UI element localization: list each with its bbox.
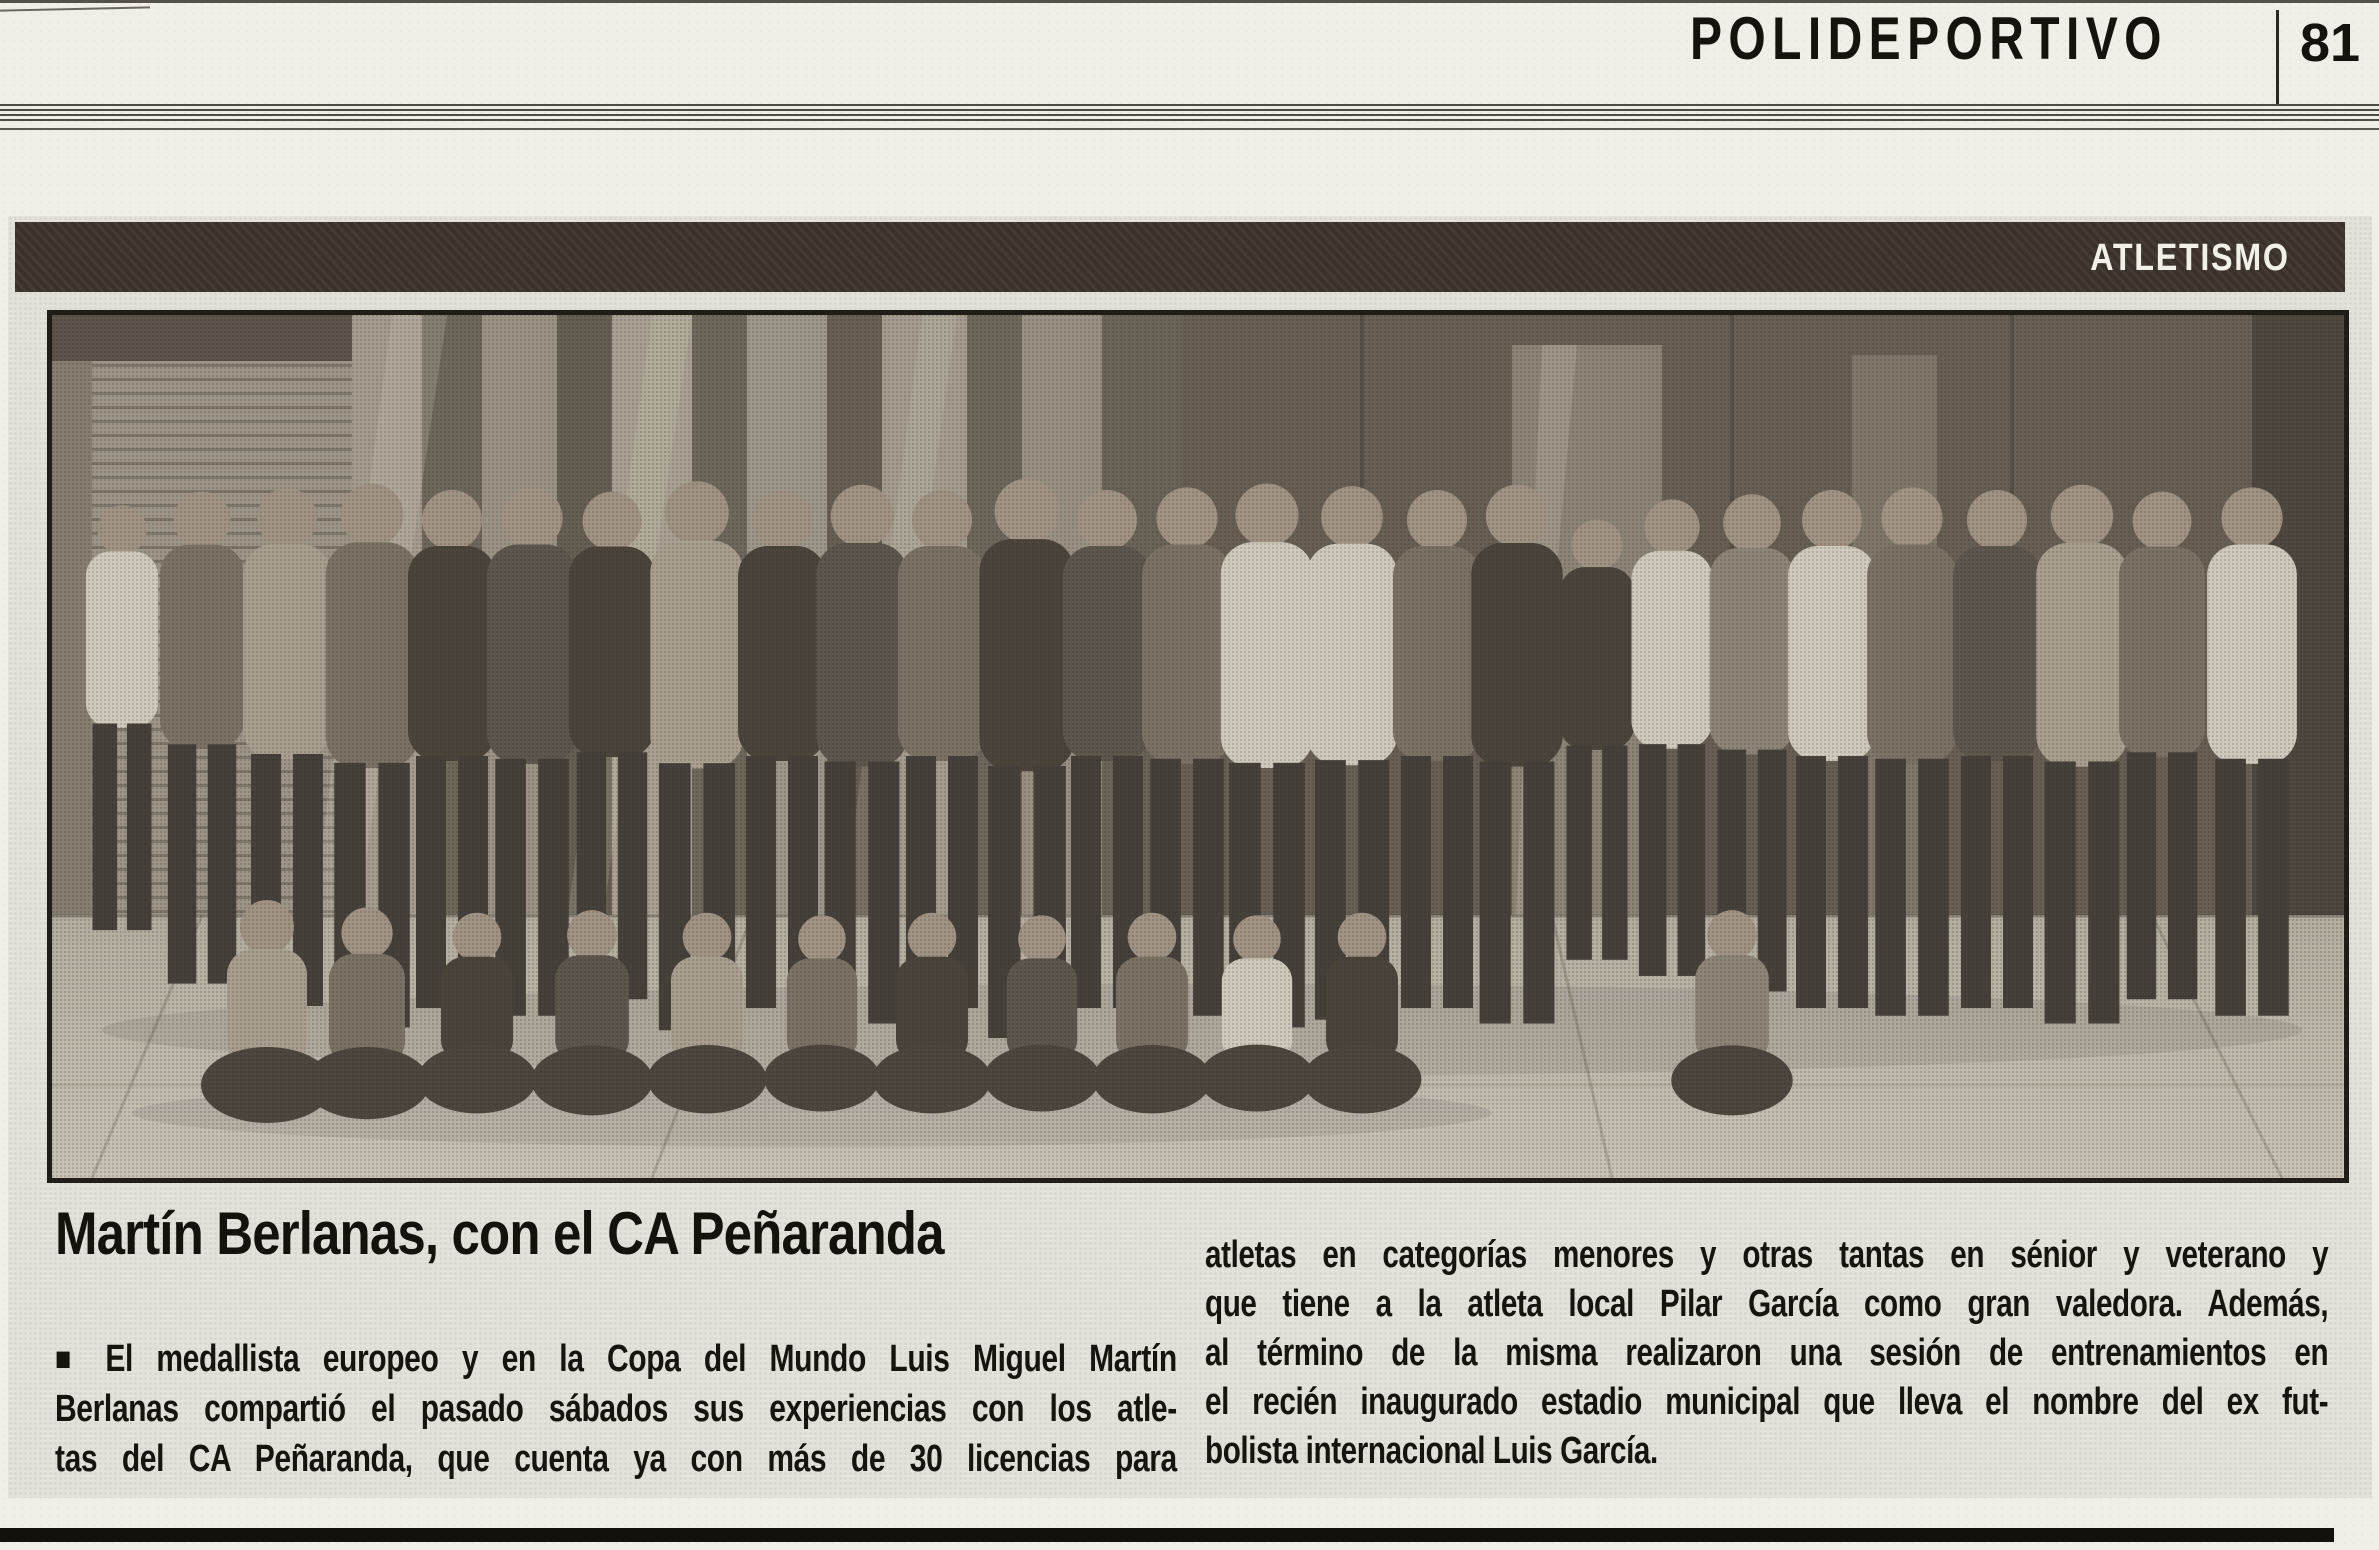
body-left-column bbox=[55, 1334, 1177, 1484]
body-text-line: atletas en categorías menores y otras tantas en sénior y veterano y bbox=[1205, 1234, 2329, 1276]
header-rule-single bbox=[0, 128, 2379, 130]
body-text-line: tas del CA Peñaranda, que cuenta ya con más de 30 licencias para bbox=[55, 1438, 1177, 1480]
top-rule-secondary bbox=[0, 6, 150, 11]
body-right-column bbox=[1205, 1231, 2328, 1476]
photo-illustration bbox=[52, 315, 2344, 1178]
body-text-line: al término de la misma realizaron una sesión de entrenamientos en bbox=[1205, 1332, 2329, 1374]
category-band bbox=[15, 222, 2345, 292]
body-line-text: El medallista europeo y en la Copa del Mundo Luis Miguel Martín bbox=[105, 1338, 1177, 1380]
top-rule bbox=[0, 0, 2379, 3]
body-text-line: bolista internacional Luis García. bbox=[1205, 1430, 1658, 1472]
paragraph-bullet: ■ bbox=[55, 1340, 71, 1378]
header-rules bbox=[0, 104, 2379, 123]
body-text-line: Berlanas compartió el pasado sábados sus experiencias con los atle- bbox=[55, 1388, 1177, 1430]
body-text-line bbox=[55, 1334, 1177, 1384]
headline: Martín Berlanas, con el CA Peñaranda bbox=[55, 1200, 944, 1267]
header-separator bbox=[2276, 10, 2279, 104]
page-number: 81 bbox=[2300, 13, 2361, 73]
body-text-line: el recién inaugurado estadio municipal que lleva el nombre del ex fut- bbox=[1205, 1381, 2329, 1423]
section-title: POLIDEPORTIVO bbox=[1690, 5, 2168, 72]
photo-frame bbox=[47, 310, 2349, 1183]
category-tag: ATLETISMO bbox=[2090, 237, 2290, 279]
body-text-line: que tiene a la atleta local Pilar García como gran valedora. Además, bbox=[1205, 1283, 2329, 1325]
bottom-rule bbox=[0, 1528, 2334, 1542]
